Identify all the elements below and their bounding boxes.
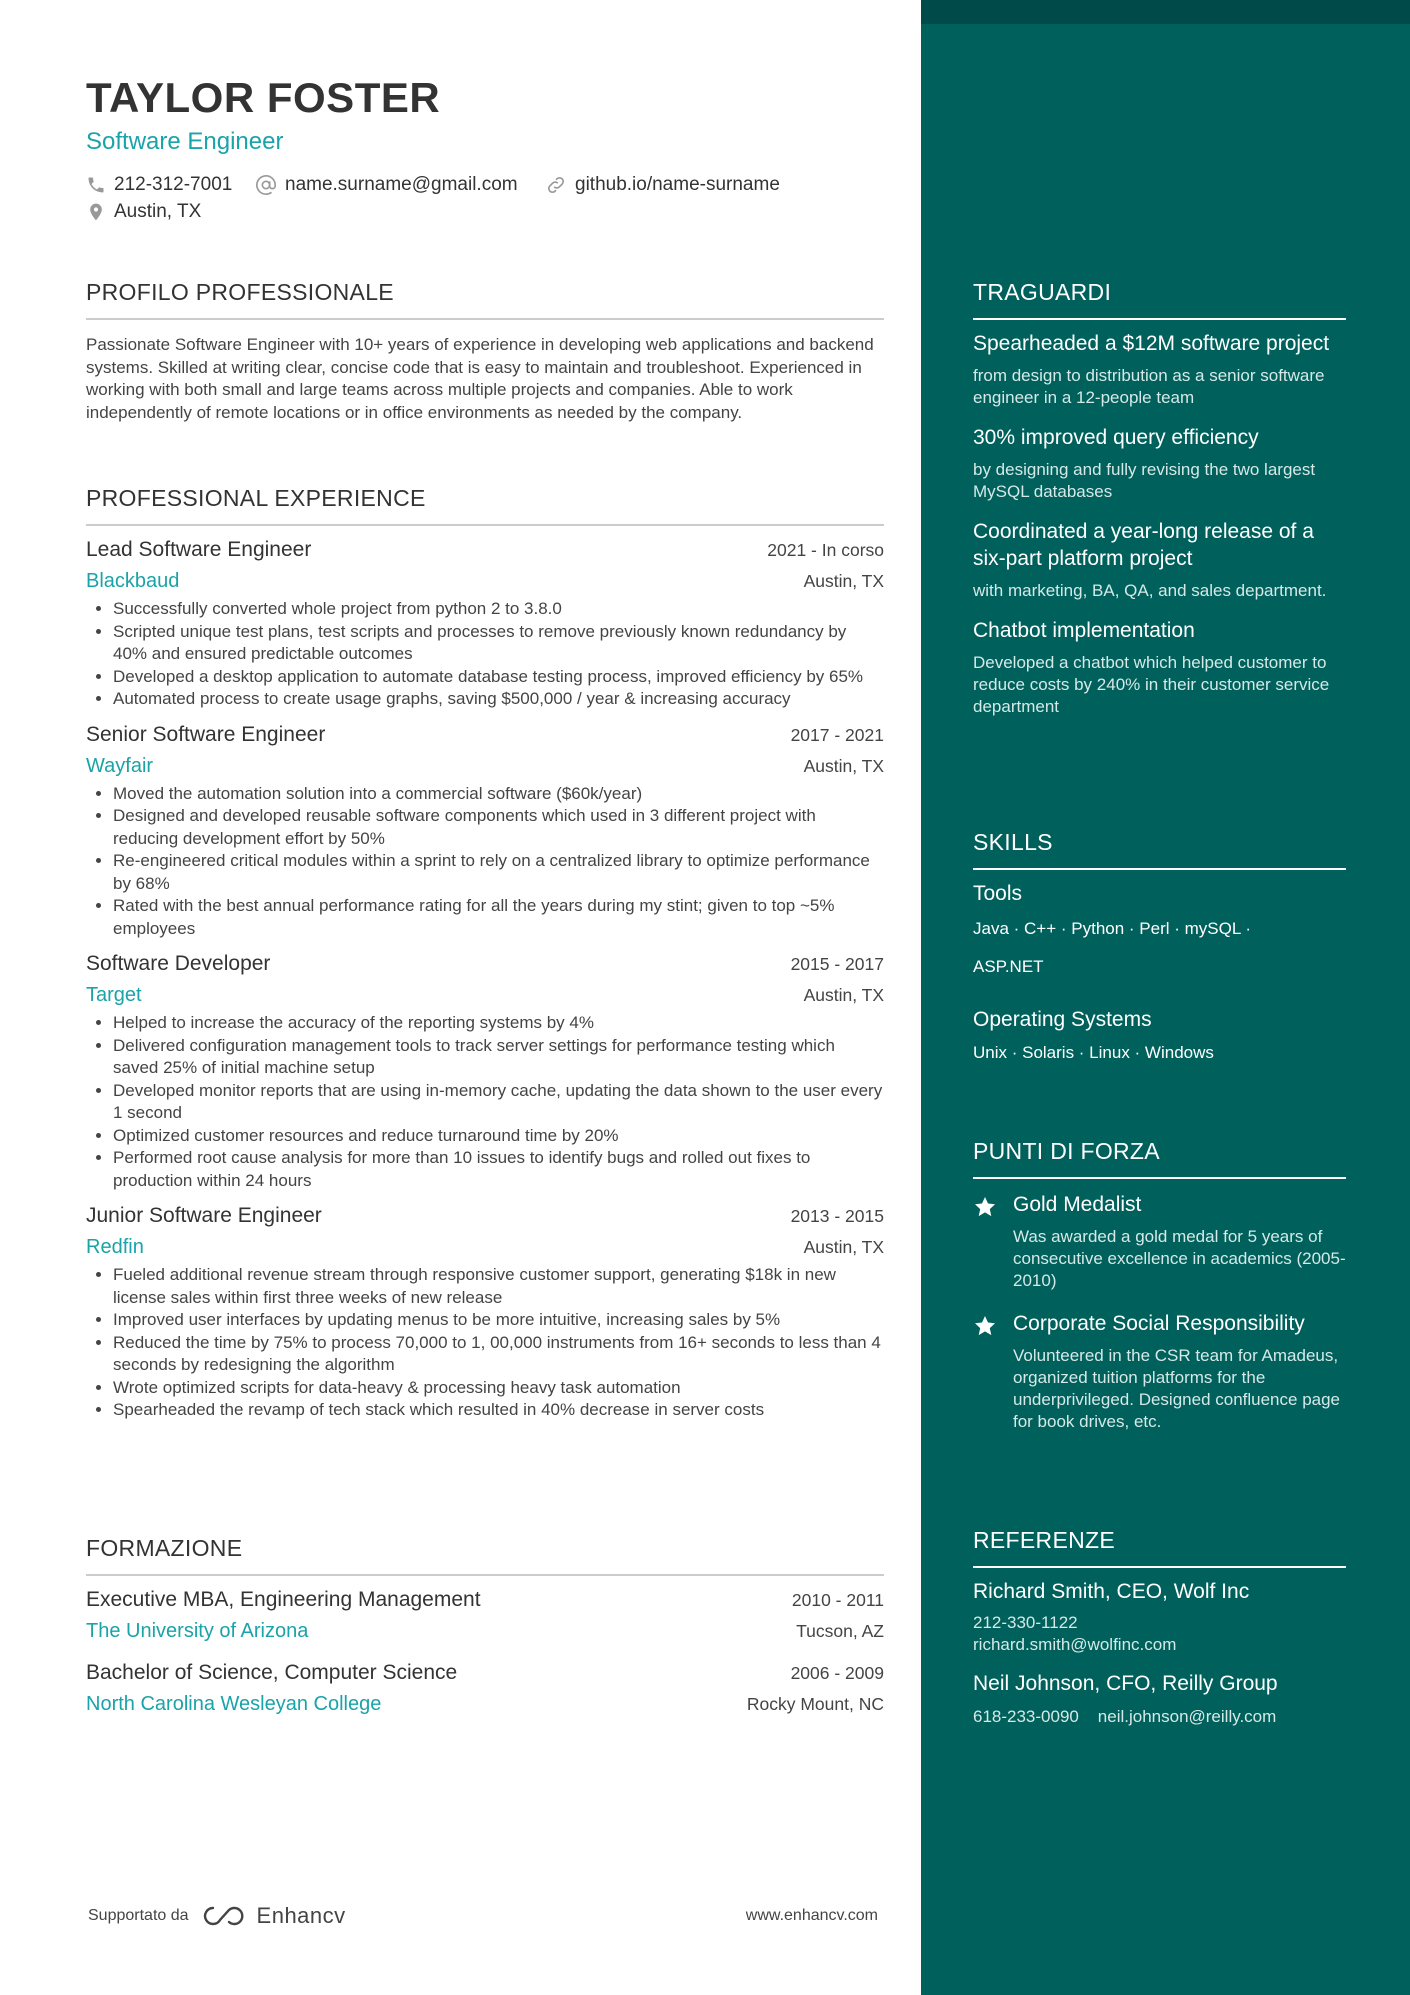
link-icon [545, 174, 567, 196]
strengths-section [973, 1138, 1346, 1433]
reference-item [973, 1672, 1346, 1728]
link-text[interactable]: github.io/name-surname [575, 174, 780, 195]
education-section [86, 1535, 884, 1716]
achievement-item [973, 424, 1346, 503]
degree: Executive MBA, Engineering Management [86, 1588, 481, 1611]
job-dates: 2017 - 2021 [790, 724, 884, 745]
job-entry [86, 723, 884, 941]
email-text[interactable]: name.surname@gmail.com [285, 174, 518, 195]
contact-link[interactable] [545, 174, 780, 196]
job-title: Junior Software Engineer [86, 1204, 322, 1227]
achievements-section [973, 279, 1346, 718]
job-bullet: • Fueled additional revenue stream through responsive customer support, generating $18k in new license sales within first three weeks of new release [113, 1264, 884, 1309]
job-bullet: • Re-engineered critical modules within a sprint to rely on a centralized library to optimize performance by 68% [113, 850, 884, 895]
skills-tools-line: Java · C++ · Python · Perl · mySQL · [973, 919, 1252, 938]
achievement-title: Coordinated a year-long release of a six-part platform project [973, 520, 1314, 570]
achievement-desc: by designing and fully revising the two largest MySQL databases [973, 460, 1316, 501]
job-dates: 2021 - In corso [767, 540, 884, 560]
job-company: Blackbaud [86, 570, 180, 592]
reference-email[interactable]: richard.smith@wolfinc.com [973, 1635, 1177, 1654]
education-entry [86, 1588, 884, 1643]
job-title: Senior Software Engineer [86, 722, 326, 746]
achievement-item [973, 617, 1346, 718]
phone-icon [86, 175, 106, 195]
footer [88, 1903, 878, 1929]
strength-title: Gold Medalist [1013, 1193, 1142, 1216]
contact-email[interactable] [255, 174, 518, 196]
reference-phone: 618-233-0090 [973, 1707, 1079, 1726]
phone-text: 212-312-7001 [114, 174, 233, 195]
job-dates: 2013 - 2015 [790, 1206, 884, 1226]
strength-desc: Was awarded a gold medal for 5 years of consecutive excellence in academics (2005-2010) [1013, 1227, 1346, 1290]
job-location: Austin, TX [803, 985, 884, 1005]
school: North Carolina Wesleyan College [86, 1693, 382, 1715]
achievement-item [973, 518, 1346, 602]
job-company: Wayfair [86, 754, 154, 777]
job-location: Austin, TX [803, 571, 884, 591]
job-bullet: • Successfully converted whole project from python 2 to 3.8.0 [113, 598, 884, 621]
achievement-desc: with marketing, BA, QA, and sales department. [973, 581, 1327, 600]
job-bullet: • Moved the automation solution into a commercial software ($60k/year) [113, 783, 884, 806]
experience-section [86, 485, 884, 1422]
skills-tools-line: ASP.NET [973, 957, 1044, 976]
education-dates: 2006 - 2009 [790, 1663, 884, 1683]
reference-contact [973, 1706, 1346, 1728]
strength-desc: Volunteered in the CSR team for Amadeus, organized tuition platforms for the underprivileged. Designed confluence page for book drives, etc. [1013, 1346, 1341, 1431]
reference-item [973, 1580, 1346, 1656]
achievement-title: Spearheaded a $12M software project [973, 332, 1330, 355]
job-bullets [86, 598, 884, 711]
job-bullet: • Designed and developed reusable software components which used in 3 different project with reducing development effort by 50% [113, 805, 884, 850]
references-section [973, 1527, 1346, 1728]
sidebar [921, 0, 1410, 1995]
achievement-item [973, 330, 1346, 409]
job-bullet: • Improved user interfaces by updating menus to be more intuitive, increasing sales by 5% [113, 1309, 884, 1332]
degree: Bachelor of Science, Computer Science [86, 1661, 458, 1684]
education-title: FORMAZIONE [86, 1535, 884, 1576]
skills-tools-heading: Tools [973, 882, 1023, 905]
experience-title: PROFESSIONAL EXPERIENCE [86, 485, 884, 526]
contact-phone [86, 174, 232, 196]
job-bullet: • Delivered configuration management tools to track server settings for performance testing which saved 25% of initial machine setup [113, 1035, 884, 1080]
reference-phone: 212-330-1122 [973, 1613, 1078, 1632]
job-entry [86, 538, 884, 711]
skills-os-line: Unix · Solaris · Linux · Windows [973, 1043, 1214, 1062]
education-dates: 2010 - 2011 [791, 1590, 884, 1610]
job-bullet: • Automated process to create usage graphs, saving $500,000 / year & increasing accuracy [113, 688, 884, 711]
job-title: Software Developer [86, 952, 271, 975]
job-bullets [86, 1012, 884, 1192]
candidate-name: TAYLOR FOSTER [86, 74, 441, 121]
achievement-desc: Developed a chatbot which helped customer to reduce costs by 240% in their customer service department [973, 653, 1330, 716]
brand-name: Enhancv [256, 1903, 346, 1928]
job-bullet: • Rated with the best annual performance rating for all the years during my stint; given to top ~5% employees [113, 895, 884, 940]
job-bullets [86, 783, 884, 941]
strength-item [973, 1310, 1346, 1433]
job-bullet: • Reduced the time by 75% to process 70,000 to 1, 00,000 instruments from 16+ seconds to less than 4 seconds by redesigning the algorithm [113, 1332, 884, 1377]
job-title: Lead Software Engineer [86, 538, 312, 561]
skills-section [973, 829, 1346, 1072]
reference-email[interactable]: neil.johnson@reilly.com [1097, 1707, 1277, 1726]
website-link[interactable]: www.enhancv.com [745, 1907, 878, 1924]
summary-section [86, 279, 884, 424]
powered-by [88, 1903, 346, 1929]
location-pin-icon [86, 201, 106, 223]
references-title: REFERENZE [973, 1527, 1346, 1568]
strength-item [973, 1191, 1346, 1292]
star-icon [973, 1191, 1013, 1292]
job-bullet: • Wrote optimized scripts for data-heavy & processing heavy task automation [113, 1377, 884, 1400]
job-location: Austin, TX [803, 1237, 884, 1257]
achievements-title: TRAGUARDI [973, 279, 1346, 320]
education-entry [86, 1661, 884, 1716]
job-bullets [86, 1264, 884, 1422]
achievement-title: Chatbot implementation [973, 619, 1195, 642]
powered-by-text: Supportato da [88, 1907, 189, 1924]
job-bullet: • Spearheaded the revamp of tech stack which resulted in 40% decrease in server costs [113, 1399, 884, 1422]
sidebar-top-band [921, 0, 1410, 24]
job-company: Redfin [86, 1236, 144, 1258]
job-company: Target [86, 984, 142, 1006]
enhancv-logo-icon [201, 1904, 249, 1928]
achievement-desc: from design to distribution as a senior software engineer in a 12-people team [973, 366, 1325, 407]
star-icon [973, 1310, 1013, 1433]
job-bullet: • Scripted unique test plans, test scripts and processes to remove previously known redundancy by 40% and ensured predictable outcomes [113, 621, 884, 666]
job-entry [86, 952, 884, 1192]
job-bullet: • Helped to increase the accuracy of the reporting systems by 4% [113, 1012, 884, 1035]
at-icon [255, 174, 277, 196]
reference-name: Richard Smith, CEO, Wolf Inc [973, 1580, 1250, 1603]
school-location: Rocky Mount, NC [746, 1694, 884, 1714]
summary-title: PROFILO PROFESSIONALE [86, 279, 884, 320]
contact-location [86, 201, 201, 223]
candidate-role: Software Engineer [86, 128, 284, 155]
strength-title: Corporate Social Responsibility [1013, 1312, 1305, 1335]
skills-os-heading: Operating Systems [973, 1008, 1152, 1031]
job-entry [86, 1204, 884, 1422]
school: The University of Arizona [86, 1620, 309, 1642]
job-bullet: • Optimized customer resources and reduce turnaround time by 20% [113, 1125, 884, 1148]
job-location: Austin, TX [803, 755, 884, 776]
skills-title: SKILLS [973, 829, 1346, 870]
summary-text: Passionate Software Engineer with 10+ years of experience in developing web applications and backend systems. Skilled at writing clear, concise code that is easy to maintain and troubleshoot. Experienced in working with both small and large teams across multiple projects and companies. Able to work independently of remote locations or in office environments as needed by the company. [86, 335, 874, 422]
job-dates: 2015 - 2017 [790, 954, 884, 974]
strengths-title: PUNTI DI FORZA [973, 1138, 1346, 1179]
reference-name: Neil Johnson, CFO, Reilly Group [973, 1672, 1278, 1695]
achievement-title: 30% improved query efficiency [973, 426, 1259, 449]
location-text: Austin, TX [114, 201, 202, 222]
job-bullet: • Performed root cause analysis for more than 10 issues to identify bugs and rolled out fixes to production within 24 hours [113, 1147, 884, 1192]
job-bullet: • Developed monitor reports that are using in-memory cache, updating the data shown to the user every 1 second [113, 1080, 884, 1125]
job-bullet: • Developed a desktop application to automate database testing process, improved efficiency by 65% [113, 666, 884, 689]
school-location: Tucson, AZ [796, 1621, 884, 1641]
